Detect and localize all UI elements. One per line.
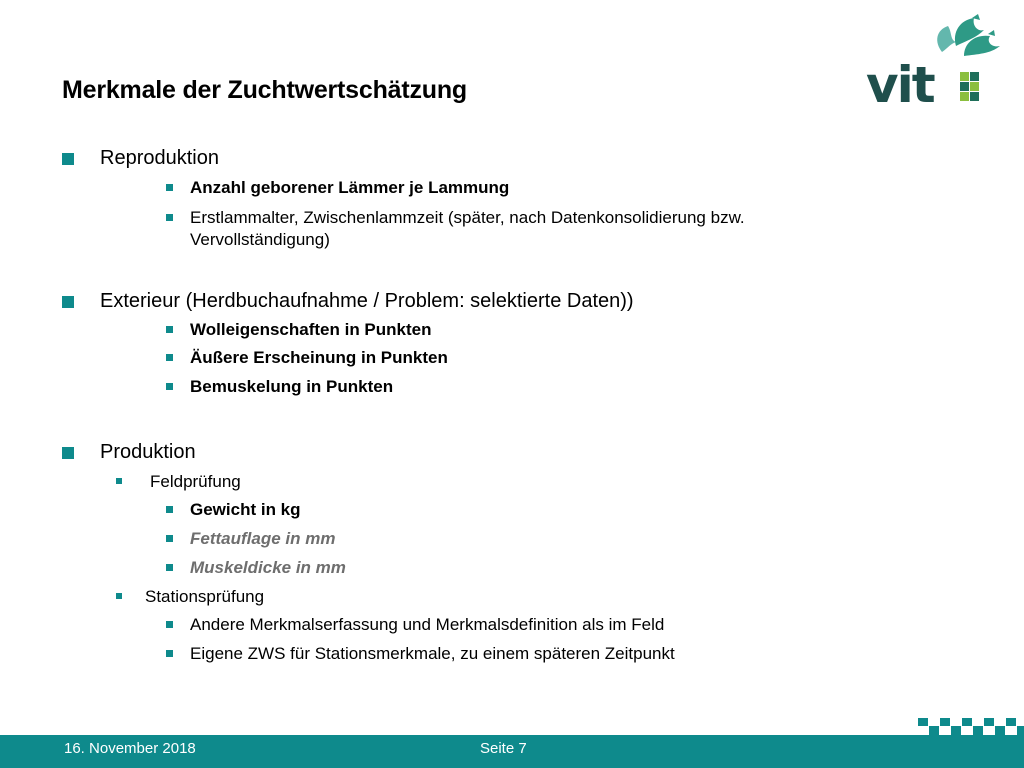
square-bullet-icon xyxy=(166,506,173,513)
logo-text: vit xyxy=(866,56,934,114)
square-bullet-icon xyxy=(166,564,173,571)
list-item: Erstlammalter, Zwischenlammzeit (später, nach Datenkonsolidierung bzw. Vervollständigung) xyxy=(190,207,745,251)
square-bullet-icon xyxy=(62,153,74,165)
section-produktion xyxy=(100,440,196,464)
list-item: Bemuskelung in Punkten xyxy=(190,376,393,398)
footer-page-number: Seite 7 xyxy=(480,740,527,757)
list-item: Eigene ZWS für Stationsmerkmale, zu einem späteren Zeitpunkt xyxy=(190,643,675,665)
footer-date: 16. November 2018 xyxy=(64,740,196,757)
list-item: Muskeldicke in mm xyxy=(190,557,346,579)
square-bullet-icon xyxy=(166,621,173,628)
sub-heading-station: Stationsprüfung xyxy=(145,586,264,608)
slide-title: Merkmale der Zuchtwertschätzung xyxy=(62,76,468,104)
square-bullet-icon xyxy=(166,535,173,542)
section-exterieur xyxy=(100,289,634,313)
square-bullet-icon xyxy=(166,184,173,191)
footer-bar xyxy=(0,735,1024,768)
square-bullet-icon xyxy=(166,326,173,333)
list-item: Gewicht in kg xyxy=(190,499,301,521)
square-bullet-icon xyxy=(166,354,173,361)
square-bullet-icon xyxy=(62,447,74,459)
square-bullet-icon xyxy=(116,478,122,484)
square-bullet-icon xyxy=(166,214,173,221)
section-reproduktion xyxy=(100,146,219,170)
square-bullet-icon xyxy=(166,650,173,657)
list-item: Fettauflage in mm xyxy=(190,528,335,550)
section-heading: Reproduktion xyxy=(100,147,219,169)
list-item: Äußere Erscheinung in Punkten xyxy=(190,347,448,369)
square-bullet-icon xyxy=(62,296,74,308)
list-item: Andere Merkmalserfassung und Merkmalsdefinition als im Feld xyxy=(190,614,664,636)
square-bullet-icon xyxy=(166,383,173,390)
list-item: Anzahl geborener Lämmer je Lammung xyxy=(190,177,509,199)
list-item: Wolleigenschaften in Punkten xyxy=(190,319,432,341)
sub-heading-feld: Feldprüfung xyxy=(150,471,241,493)
section-heading: Produktion xyxy=(100,441,196,463)
square-bullet-icon xyxy=(116,593,122,599)
section-heading: Exterieur (Herdbuchaufnahme / Problem: selektierte Daten)) xyxy=(100,290,634,312)
